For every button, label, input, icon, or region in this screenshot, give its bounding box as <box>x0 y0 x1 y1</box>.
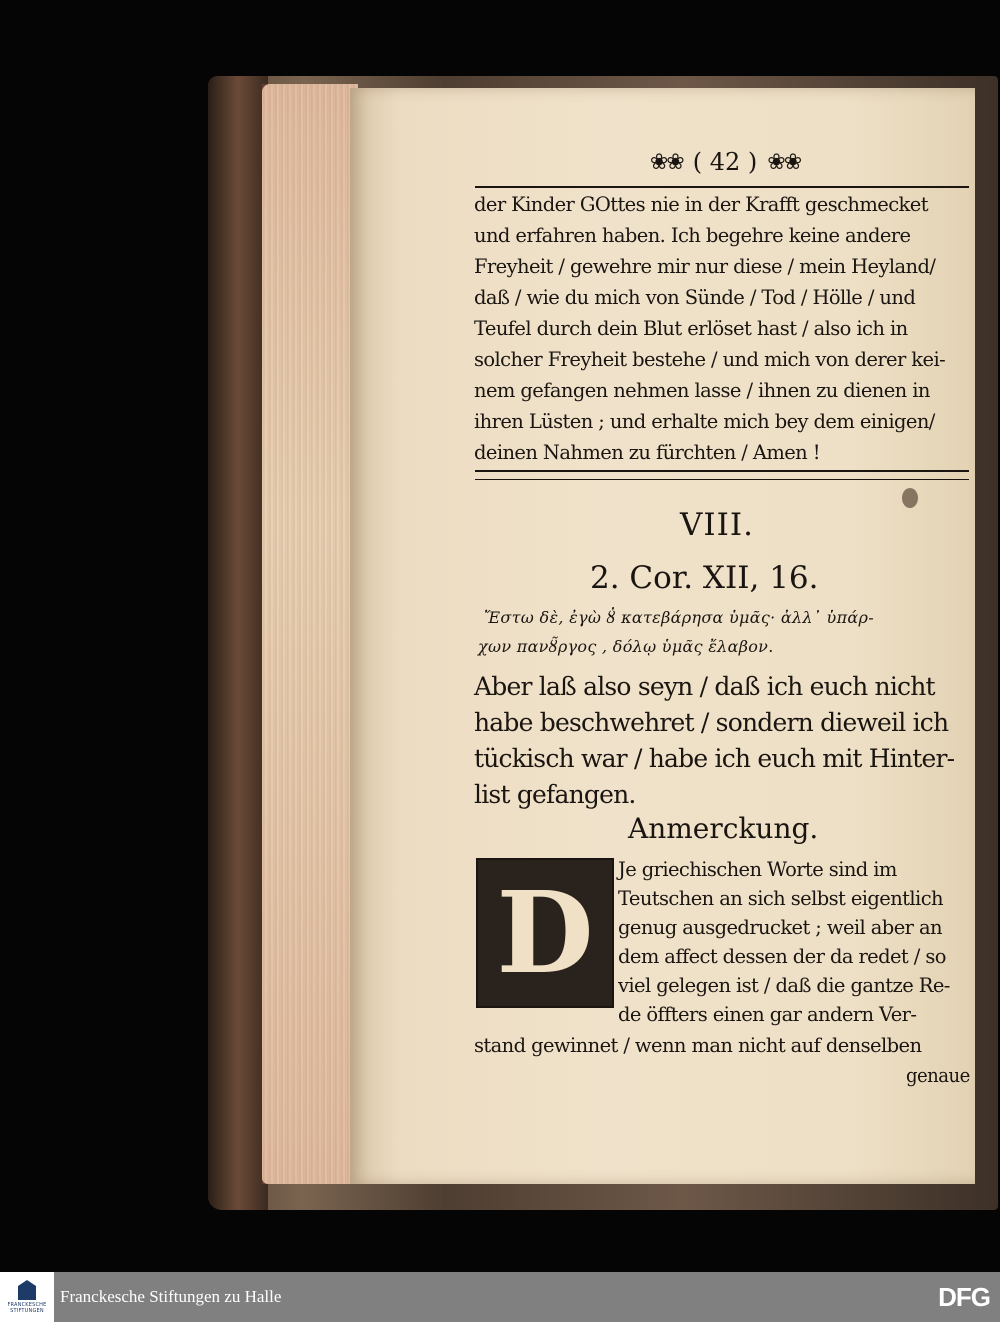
paragraph-line: und erfahren haben. Ich begehre keine andere <box>474 224 911 247</box>
verse-line: Aber laß also seyn / daß ich euch nicht <box>474 672 935 701</box>
verse-line: tückisch war / habe ich euch mit Hinter- <box>474 744 955 773</box>
institution-name[interactable]: Franckesche Stiftungen zu Halle <box>60 1287 282 1306</box>
annotation-line: Teutschen an sich selbst eigentlich <box>618 887 943 910</box>
verse-line: habe beschwehret / sondern dieweil ich <box>474 708 949 737</box>
section-rule-bottom <box>475 479 969 480</box>
paragraph-line: der Kinder GOttes nie in der Krafft geschmecket <box>474 193 928 216</box>
annotation-line: stand gewinnet / wenn man nicht auf denselben <box>474 1034 922 1057</box>
franckesche-logo[interactable] <box>0 1272 54 1322</box>
annotation-heading: Anmerckung. <box>628 812 819 845</box>
ornament-left-icon: ❀❀ <box>649 149 683 175</box>
paragraph-line: solcher Freyheit bestehe / und mich von derer kei- <box>474 348 946 371</box>
page-edges <box>262 84 358 1184</box>
page-header <box>620 145 830 179</box>
greek-line: χων πανȣ̃ργος , δόλῳ ὑμᾶς ἔλαβον. <box>478 637 774 656</box>
paragraph-line: nem gefangen nehmen lasse / ihnen zu dienen in <box>474 379 930 402</box>
paragraph-line: Teufel durch dein Blut erlöset hast / also ich in <box>474 317 908 340</box>
drop-cap-letter: D <box>496 867 594 999</box>
drop-cap-initial <box>476 858 614 1008</box>
paragraph-line: deinen Nahmen zu fürchten / Amen ! <box>474 441 820 464</box>
catchword: genaue <box>906 1064 970 1087</box>
dfg-logo[interactable]: DFG <box>938 1282 990 1312</box>
verse-line: list gefangen. <box>474 780 636 809</box>
section-rule-top <box>475 470 969 472</box>
header-rule <box>475 186 969 188</box>
building-icon <box>18 1280 36 1300</box>
page-number: ( 42 ) <box>692 148 758 176</box>
viewer-footer <box>0 1272 1000 1322</box>
annotation-line: dem affect dessen der da redet / so <box>618 945 946 968</box>
stain-spot <box>902 488 918 508</box>
annotation-line: de öffters einen gar andern Ver- <box>618 1003 917 1026</box>
paragraph-line: ihren Lüsten ; und erhalte mich bey dem einigen/ <box>474 410 935 433</box>
book-spine <box>208 76 268 1210</box>
logo-text-line1: FRANCKESCHE <box>7 1302 47 1308</box>
greek-line: Ἔστω δὲ, ἐγὼ ȣ̓ κατεβάρησα ὑμᾶς· ἀλλ᾽ ὑπάρ- <box>484 608 874 627</box>
annotation-line: genug ausgedrucket ; weil aber an <box>618 916 942 939</box>
paragraph-line: Freyheit / gewehre mir nur diese / mein Heyland/ <box>474 255 936 278</box>
ornament-right-icon: ❀❀ <box>767 149 801 175</box>
annotation-line: viel gelegen ist / daß die gantze Re- <box>618 974 950 997</box>
annotation-line: Je griechischen Worte sind im <box>618 858 897 881</box>
section-number: VIII. <box>680 507 754 543</box>
logo-text-line2: STIFTUNGEN <box>10 1308 44 1314</box>
section-reference: 2. Cor. XII, 16. <box>590 560 819 596</box>
paragraph-line: daß / wie du mich von Sünde / Tod / Hölle / und <box>474 286 916 309</box>
